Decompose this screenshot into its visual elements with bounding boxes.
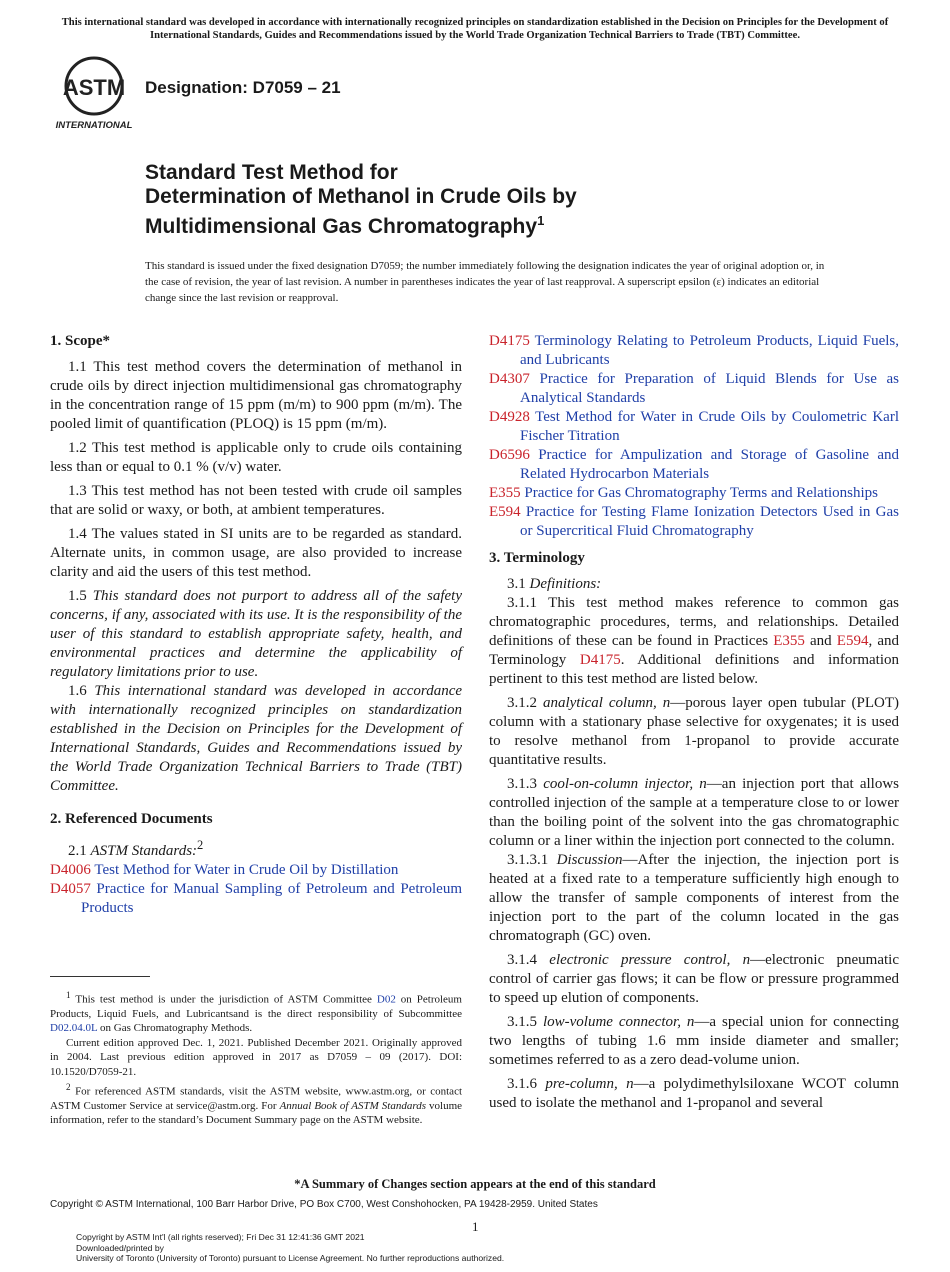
link-d4175[interactable]: D4175 xyxy=(579,652,621,668)
para-2-1: 2.1 ASTM Standards:$^2$ xyxy=(68,838,204,859)
title-line-1: Standard Test Method for xyxy=(145,161,398,184)
ref-d4928[interactable]: D4928 Test Method for Water in Crude Oils by Coulometric Karl Fischer Titration xyxy=(489,409,899,444)
copyright-line: Copyright © ASTM International, 100 Barr Harbor Drive, PO Box C700, West Conshohocken, PA 19428-2959. United States xyxy=(50,1199,598,1210)
ref-d4175[interactable]: D4175 Terminology Relating to Petroleum Products, Liquid Fuels, and Lubricants xyxy=(489,333,900,368)
logo-text: ASTM xyxy=(62,75,126,100)
para-3-1-3-1: 3.1.3.1 Discussion—After the injection, the injection port is heated at a fixed rate to a temperature sufficiently high enough to allow the transfer of sample components of interest from the injection port to the part of the column located in the gas chromatograph (GC) oven. xyxy=(489,852,900,944)
title-footnote-ref: 1 xyxy=(537,213,545,228)
committee-link[interactable]: D02 xyxy=(376,993,396,1006)
ref-e594[interactable]: E594 Practice for Testing Flame Ionization Detectors Used in Gas or Supercritical Fluid Chromatography xyxy=(489,504,899,539)
para-3-1-6: 3.1.6 pre-column, n—a polydimethylsiloxane WCOT column used to isolate the methanol and 1-propanol and several xyxy=(489,1076,900,1111)
para-3-1-2: 3.1.2 analytical column, n—porous layer open tubular (PLOT) column with a stationary phase selective for oxygenates; it is used to resolve methanol from 1-propanol to provide accurate quantitative results. xyxy=(489,695,899,768)
footnotes xyxy=(50,988,462,1128)
para-3-1: 3.1 Definitions: xyxy=(507,576,602,592)
link-e594[interactable]: E594 xyxy=(836,633,869,649)
download-notice: Copyright by ASTM Int'l (all rights reserved); Fri Dec 31 12:41:36 GMT 2021 Downloaded/printed by University of Toronto (University of Toronto) pursuant to License Agreement. No further reproductions authorized. xyxy=(76,1232,505,1263)
ref-d4006[interactable]: D4006 Test Method for Water in Crude Oil by Distillation xyxy=(50,862,399,878)
footnote-rule xyxy=(50,976,150,977)
ref-d6596[interactable]: D6596 Practice for Ampulization and Storage of Gasoline and Related Hydrocarbon Materials xyxy=(489,447,899,482)
para-3-1-5: 3.1.5 low-volume connector, n—a special union for connecting two lengths of tubing 1.6 mm inside diameter and smaller; sometimes referred to as a zero dead-volume union. xyxy=(489,1014,899,1068)
para-1-2: 1.2 This test method is applicable only to crude oils containing less than or equal to 0.1 % (v/v) water. xyxy=(50,440,462,475)
left-column xyxy=(50,332,462,918)
title-line-2: Determination of Methanol in Crude Oils by xyxy=(145,185,577,208)
para-1-3: 1.3 This test method has not been tested with crude oil samples that are solid or waxy, or both, at ambient temperatures. xyxy=(50,483,462,518)
ref-e355[interactable]: E355 Practice for Gas Chromatography Terms and Relationships xyxy=(489,485,879,501)
astm-logo xyxy=(54,56,134,132)
para-3-1-3: 3.1.3 cool-on-column injector, n—an injection port that allows controlled injection of the sample at a temperature close to or lower than the boiling point of the solvent into the gas chromatographic column or a liner within the injection port connected to the column. xyxy=(489,776,899,849)
designation: Designation: D7059 – 21 xyxy=(145,78,341,97)
para-1-4: 1.4 The values stated in SI units are to be regarded as standard. Alternate units, in common usage, are also provided to increase clarity and aid the users of this test method. xyxy=(50,526,462,580)
page-number: 1 xyxy=(472,1219,479,1234)
para-1-1: 1.1 This test method covers the determination of methanol in crude oils by direct injection multidimensional gas chromatography in the concentration range of 15 ppm (m/m) to 900 ppm (m/m). The pooled limit of quantification (PLOQ) is 15 ppm (m/m). xyxy=(50,359,462,432)
subcommittee-link[interactable]: D02.04.0L xyxy=(50,1022,98,1035)
top-notice: This international standard was developed in accordance with internationally recognized principles on standardization established in the Decision on Principles for the Development of International Standards, Guides and Recommendations issued by the World Trade Organization Technical Barriers to Trade (TBT) Committee. xyxy=(61,17,889,41)
link-e355[interactable]: E355 xyxy=(773,633,805,649)
para-1-6: 1.6 This international standard was developed in accordance with internationally recognized principles on standardization established in the Decision on Principles for the Development of International Standards, Guides and Recommendations issued by the World Trade Organization Technical Barriers to Trade (TBT) Committee. xyxy=(50,683,463,794)
document-title xyxy=(145,161,865,239)
refdocs-heading: 2. Referenced Documents xyxy=(50,811,213,827)
scope-heading: 1. Scope* xyxy=(50,333,110,349)
summary-of-changes-note: *A Summary of Changes section appears at the end of this standard xyxy=(294,1177,656,1191)
logo-sub: INTERNATIONAL xyxy=(55,120,133,131)
footnote-edition: Current edition approved Dec. 1, 2021. Published December 2021. Originally approved in 2004. Last previous edition approved in 2017 as D7059 – 09 (2017). DOI: 10.1520/D7059-21. xyxy=(50,1037,462,1078)
issued-note: This standard is issued under the fixed designation D7059; the number immediately following the designation indicates the year of original adoption or, in the case of revision, the year of last revision. A number in parentheses indicates the year of last reapproval. A superscript epsilon (ε) indicates an editorial change since the last revision or reapproval. xyxy=(145,260,825,304)
right-column xyxy=(489,332,899,1118)
footnote-2: $^2$ For referenced ASTM standards, visit the ASTM website, www.astm.org, or contact ASTM Customer Service at service@astm.org. For Annual Book of ASTM Standards volume information, refer to the standard’s Document Summary page on the ASTM website. xyxy=(50,1081,463,1126)
title-line-3: Multidimensional Gas Chromatography xyxy=(145,215,538,238)
para-3-1-1: 3.1.1 This test method makes reference to common gas chromatographic procedures, terms, and relationships. Detailed definitions of these can be found in Practices E355 and E594, and Terminology D4175. Additional definitions and information pertinent to this test method are listed below. xyxy=(489,595,899,687)
para-1-5: 1.5 This standard does not purport to address all of the safety concerns, if any, associated with its use. It is the responsibility of the user of this standard to establish appropriate safety, health, and environmental practices and determine the applicability of regulatory limitations prior to use. xyxy=(50,588,463,680)
para-3-1-4: 3.1.4 electronic pressure control, n—electronic pneumatic control of carrier gas flows; it can be flow or pressure programmed to speed up elution of components. xyxy=(489,952,899,1006)
terminology-heading: 3. Terminology xyxy=(489,550,585,566)
footnote-1: $^1$ This test method is under the jurisdiction of ASTM Committee D02 on Petroleum Products, Liquid Fuels, and Lubricantsand is the direct responsibility of Subcommittee D02.04.0L on Gas Chromatography Methods. xyxy=(50,990,462,1035)
ref-d4057[interactable]: D4057 Practice for Manual Sampling of Petroleum and Petroleum Products xyxy=(50,881,462,916)
ref-d4307[interactable]: D4307 Practice for Preparation of Liquid Blends for Use as Analytical Standards xyxy=(489,371,899,406)
